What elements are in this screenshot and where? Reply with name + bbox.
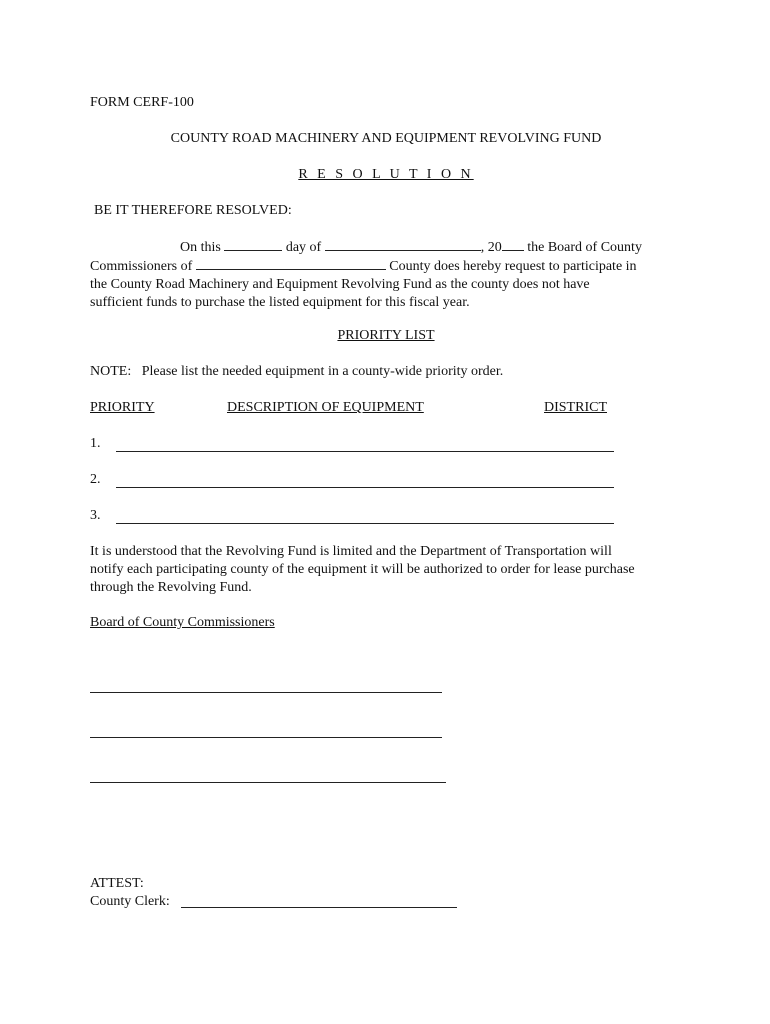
day-of-label: day of	[285, 240, 322, 255]
column-header-district: DISTRICT	[544, 400, 607, 415]
year-field[interactable]	[502, 238, 524, 251]
priority-row-number: 3.	[90, 508, 101, 523]
month-field[interactable]	[325, 238, 481, 251]
priority-row-2-line[interactable]	[116, 487, 614, 488]
request-text: County does hereby request to participate in	[389, 259, 637, 274]
body-line-1	[90, 238, 680, 257]
resolution-heading-text: R E S O L U T I O N	[298, 167, 474, 182]
attest-label: ATTEST:	[90, 876, 144, 891]
resolution-heading	[90, 166, 682, 184]
priority-list-heading	[90, 327, 682, 345]
day-field[interactable]	[224, 238, 282, 251]
fund-title: COUNTY ROAD MACHINERY AND EQUIPMENT REVOLVING FUND	[170, 131, 602, 146]
county-name-field[interactable]	[196, 257, 386, 270]
note-text: NOTE: Please list the needed equipment in a county-wide priority order.	[90, 364, 504, 379]
resolution-body	[90, 238, 680, 312]
on-this-label: On this	[180, 240, 221, 255]
priority-row-1-line[interactable]	[116, 451, 614, 452]
body-line-3: the County Road Machinery and Equipment Revolving Fund as the county does not have	[90, 277, 590, 292]
county-clerk-label: County Clerk:	[90, 894, 170, 909]
understood-line: notify each participating county of the equipment it will be authorized to order for lease purchase	[90, 562, 635, 577]
priority-row-number: 2.	[90, 472, 101, 487]
year-prefix: , 20	[480, 240, 502, 255]
commissioners-of-label: Commissioners of	[90, 259, 193, 274]
signature-line-2[interactable]	[90, 737, 442, 738]
resolved-intro: BE IT THEREFORE RESOLVED:	[94, 203, 292, 218]
board-of-county-label: the Board of County	[527, 240, 642, 255]
column-header-description: DESCRIPTION OF EQUIPMENT	[227, 400, 424, 415]
understood-line: It is understood that the Revolving Fund is limited and the Department of Transportation will	[90, 544, 612, 559]
body-line-2	[90, 257, 680, 276]
understood-line: through the Revolving Fund.	[90, 580, 252, 595]
priority-row-number: 1.	[90, 436, 101, 451]
understood-paragraph	[90, 543, 680, 597]
board-heading: Board of County Commissioners	[90, 615, 275, 630]
signature-line-3[interactable]	[90, 782, 446, 783]
form-id: FORM CERF-100	[90, 95, 194, 110]
county-clerk-signature-line[interactable]	[181, 907, 457, 908]
priority-list-heading-text: PRIORITY LIST	[337, 328, 435, 343]
signature-line-1[interactable]	[90, 692, 442, 693]
priority-row-3-line[interactable]	[116, 523, 614, 524]
body-line-4: sufficient funds to purchase the listed equipment for this fiscal year.	[90, 295, 470, 310]
column-header-priority: PRIORITY	[90, 400, 155, 415]
